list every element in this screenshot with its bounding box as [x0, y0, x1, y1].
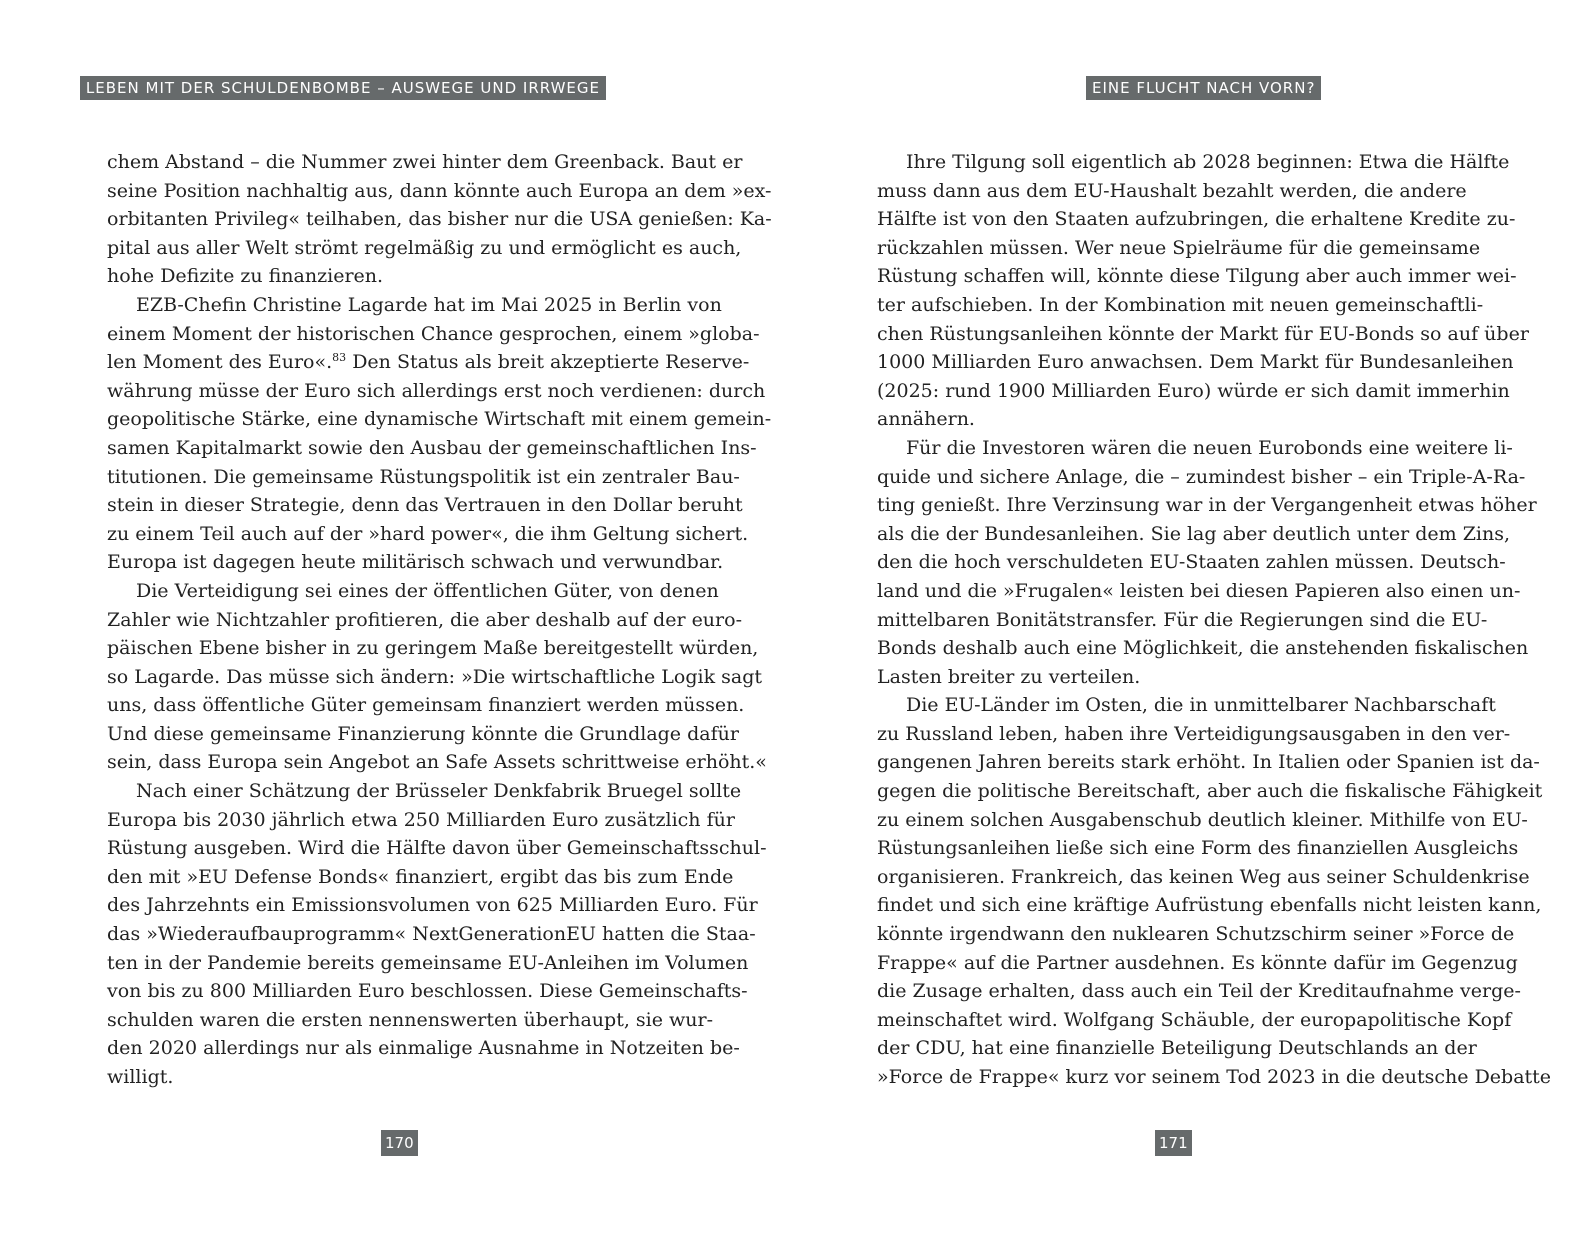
- text-line: Zahler wie Nichtzahler profitieren, die aber deshalb auf der euro-: [107, 608, 742, 631]
- text-line: uns, dass öffentliche Güter gemeinsam finanziert werden müssen.: [107, 694, 745, 717]
- text-line: so Lagarde. Das müsse sich ändern: »Die wirtschaftliche Logik sagt: [107, 665, 763, 688]
- text-line: Die EU-Länder im Osten, die in unmittelbarer Nachbarschaft: [906, 694, 1496, 717]
- text-line: Die Verteidigung sei eines der öffentlichen Güter, von denen: [136, 579, 719, 602]
- text-line: willigt.: [107, 1066, 174, 1088]
- text-line: als die der Bundesanleihen. Sie lag aber deutlich unter dem Zins,: [877, 522, 1511, 545]
- text-line: des Jahrzehnts ein Emissionsvolumen von 625 Milliarden Euro. Für: [107, 894, 758, 917]
- right-page: [797, 0, 1594, 1240]
- text-line: meinschaftet wird. Wolfgang Schäuble, der europapolitische Kopf: [877, 1008, 1512, 1031]
- text-line: das »Wiederaufbauprogramm« NextGenerationEU hatten die Staa-: [107, 923, 756, 946]
- text-line: hohe Defizite zu finanzieren.: [107, 265, 384, 288]
- text-line: der CDU, hat eine finanzielle Beteiligung Deutschlands an der: [877, 1037, 1477, 1060]
- running-head: LEBEN MIT DER SCHULDENBOMBE – AUSWEGE UND IRRWEGE: [80, 76, 606, 100]
- text-line: Hälfte ist von den Staaten aufzubringen, die erhaltene Kredite zu-: [877, 208, 1516, 231]
- text-line: pital aus aller Welt strömt regelmäßig zu und ermöglicht es auch,: [107, 236, 742, 259]
- text-line: samen Kapitalmarkt sowie den Ausbau der gemeinschaftlichen Ins-: [107, 436, 757, 459]
- body-text: [107, 148, 772, 1092]
- page-number: 170: [381, 1130, 418, 1156]
- text-line: mittelbaren Bonitätstransfer. Für die Regierungen sind die EU-: [877, 608, 1488, 631]
- text-line: Bonds deshalb auch eine Möglichkeit, die anstehenden fiskalischen: [877, 637, 1529, 660]
- text-line: einem Moment der historischen Chance gesprochen, einem »globa-: [107, 322, 760, 345]
- text-line: könnte irgendwann den nuklearen Schutzschirm seiner »Force de: [877, 923, 1515, 946]
- text-line: Europa ist dagegen heute militärisch schwach und verwundbar.: [107, 551, 724, 574]
- text-line: rückzahlen müssen. Wer neue Spielräume für die gemeinsame: [877, 236, 1481, 259]
- text-line: 1000 Milliarden Euro anwachsen. Dem Markt für Bundesanleihen: [877, 351, 1514, 374]
- running-head: EINE FLUCHT NACH VORN?: [1086, 76, 1321, 100]
- text-line: sein, dass Europa sein Angebot an Safe Assets schrittweise erhöht.«: [107, 751, 767, 774]
- text-line: seine Position nachhaltig aus, dann könnte auch Europa an dem »ex-: [107, 179, 772, 202]
- text-line: (2025: rund 1900 Milliarden Euro) würde er sich damit immerhin: [877, 379, 1510, 402]
- page-number: 171: [1155, 1130, 1192, 1156]
- text-line: Europa bis 2030 jährlich etwa 250 Milliarden Euro zusätzlich für: [107, 808, 735, 831]
- text-line: Ihre Tilgung soll eigentlich ab 2028 beginnen: Etwa die Hälfte: [906, 151, 1510, 173]
- text-line: zu einem Teil auch auf der »hard power«, die ihm Geltung sichert.: [107, 522, 749, 545]
- text-line: gangenen Jahren bereits stark erhöht. In Italien oder Spanien ist da-: [877, 751, 1540, 774]
- text-line: annähern.: [877, 408, 975, 431]
- text-line: päischen Ebene bisher in zu geringem Maße bereitgestellt würden,: [107, 637, 759, 660]
- text-line: quide und sichere Anlage, die – zumindest bisher – ein Triple-A-Ra-: [877, 465, 1526, 488]
- text-line: die Zusage erhalten, dass auch ein Teil der Kreditaufnahme verge-: [877, 980, 1521, 1003]
- text-line: »Force de Frappe« kurz vor seinem Tod 2023 in die deutsche Debatte: [877, 1066, 1552, 1088]
- text-line: Rüstung ausgeben. Wird die Hälfte davon über Gemeinschaftsschul-: [107, 837, 767, 860]
- text-line: geopolitische Stärke, eine dynamische Wirtschaft mit einem gemein-: [107, 408, 772, 431]
- text-line: EZB-Chefin Christine Lagarde hat im Mai 2025 in Berlin von: [136, 293, 722, 316]
- text-line: Lasten breiter zu verteilen.: [877, 665, 1141, 688]
- text-line: schulden waren die ersten nennenswerten überhaupt, sie wur-: [107, 1008, 714, 1031]
- text-line: Rüstung schaffen will, könnte diese Tilgung aber auch immer wei-: [877, 265, 1517, 288]
- text-line: titutionen. Die gemeinsame Rüstungspolitik ist ein zentraler Bau-: [107, 465, 740, 488]
- text-line: den die hoch verschuldeten EU-Staaten zahlen müssen. Deutsch-: [877, 551, 1506, 574]
- text-line: muss dann aus dem EU-Haushalt bezahlt werden, die andere: [877, 179, 1467, 202]
- text-line: den mit »EU Defense Bonds« finanziert, ergibt das bis zum Ende: [107, 865, 734, 888]
- text-line: Nach einer Schätzung der Brüsseler Denkfabrik Bruegel sollte: [136, 780, 742, 803]
- text-line: währung müsse der Euro sich allerdings erst noch verdienen: durch: [107, 379, 766, 402]
- text-line: chem Abstand – die Nummer zwei hinter dem Greenback. Baut er: [107, 151, 743, 173]
- text-line: organisieren. Frankreich, das keinen Weg aus seiner Schuldenkrise: [877, 865, 1530, 888]
- text-line: gegen die politische Bereitschaft, aber auch die fiskalische Fähigkeit: [877, 780, 1543, 803]
- text-line: findet und sich eine kräftige Aufrüstung ebenfalls nicht leisten kann,: [877, 894, 1542, 917]
- text-line: Frappe« auf die Partner ausdehnen. Es könnte dafür im Gegenzug: [877, 951, 1518, 974]
- text-line: Und diese gemeinsame Finanzierung könnte die Grundlage dafür: [107, 722, 739, 745]
- text-line: ten in der Pandemie bereits gemeinsame EU-Anleihen im Volumen: [107, 951, 749, 974]
- text-line: ting genießt. Ihre Verzinsung war in der Vergangenheit etwas höher: [877, 494, 1537, 517]
- text-line: chen Rüstungsanleihen könnte der Markt für EU-Bonds so auf über: [877, 322, 1529, 345]
- text-line: zu Russland leben, haben ihre Verteidigungsausgaben in den ver-: [877, 722, 1511, 745]
- text-line: Rüstungsanleihen ließe sich eine Form des finanziellen Ausgleichs: [877, 837, 1519, 860]
- text-line: stein in dieser Strategie, denn das Vertrauen in den Dollar beruht: [107, 494, 743, 517]
- text-line: land und die »Frugalen« leisten bei diesen Papieren also einen un-: [877, 579, 1521, 602]
- text-line: zu einem solchen Ausgabenschub deutlich kleiner. Mithilfe von EU-: [877, 808, 1528, 831]
- footnote-ref: 83: [332, 351, 347, 365]
- text-line: orbitanten Privileg« teilhaben, das bisher nur die USA genießen: Ka-: [107, 208, 772, 231]
- text-line: von bis zu 800 Milliarden Euro beschlossen. Diese Gemeinschafts-: [107, 980, 748, 1003]
- text-line: ter aufschieben. In der Kombination mit neuen gemeinschaftli-: [877, 293, 1484, 316]
- text-line: Für die Investoren wären die neuen Eurobonds eine weitere li-: [906, 436, 1513, 459]
- body-text: [877, 148, 1552, 1092]
- text-line: len Moment des Euro«.$^{83}$ Den Status als breit akzeptierte Reserve-: [107, 351, 750, 374]
- text-line: den 2020 allerdings nur als einmalige Ausnahme in Notzeiten be-: [107, 1037, 740, 1060]
